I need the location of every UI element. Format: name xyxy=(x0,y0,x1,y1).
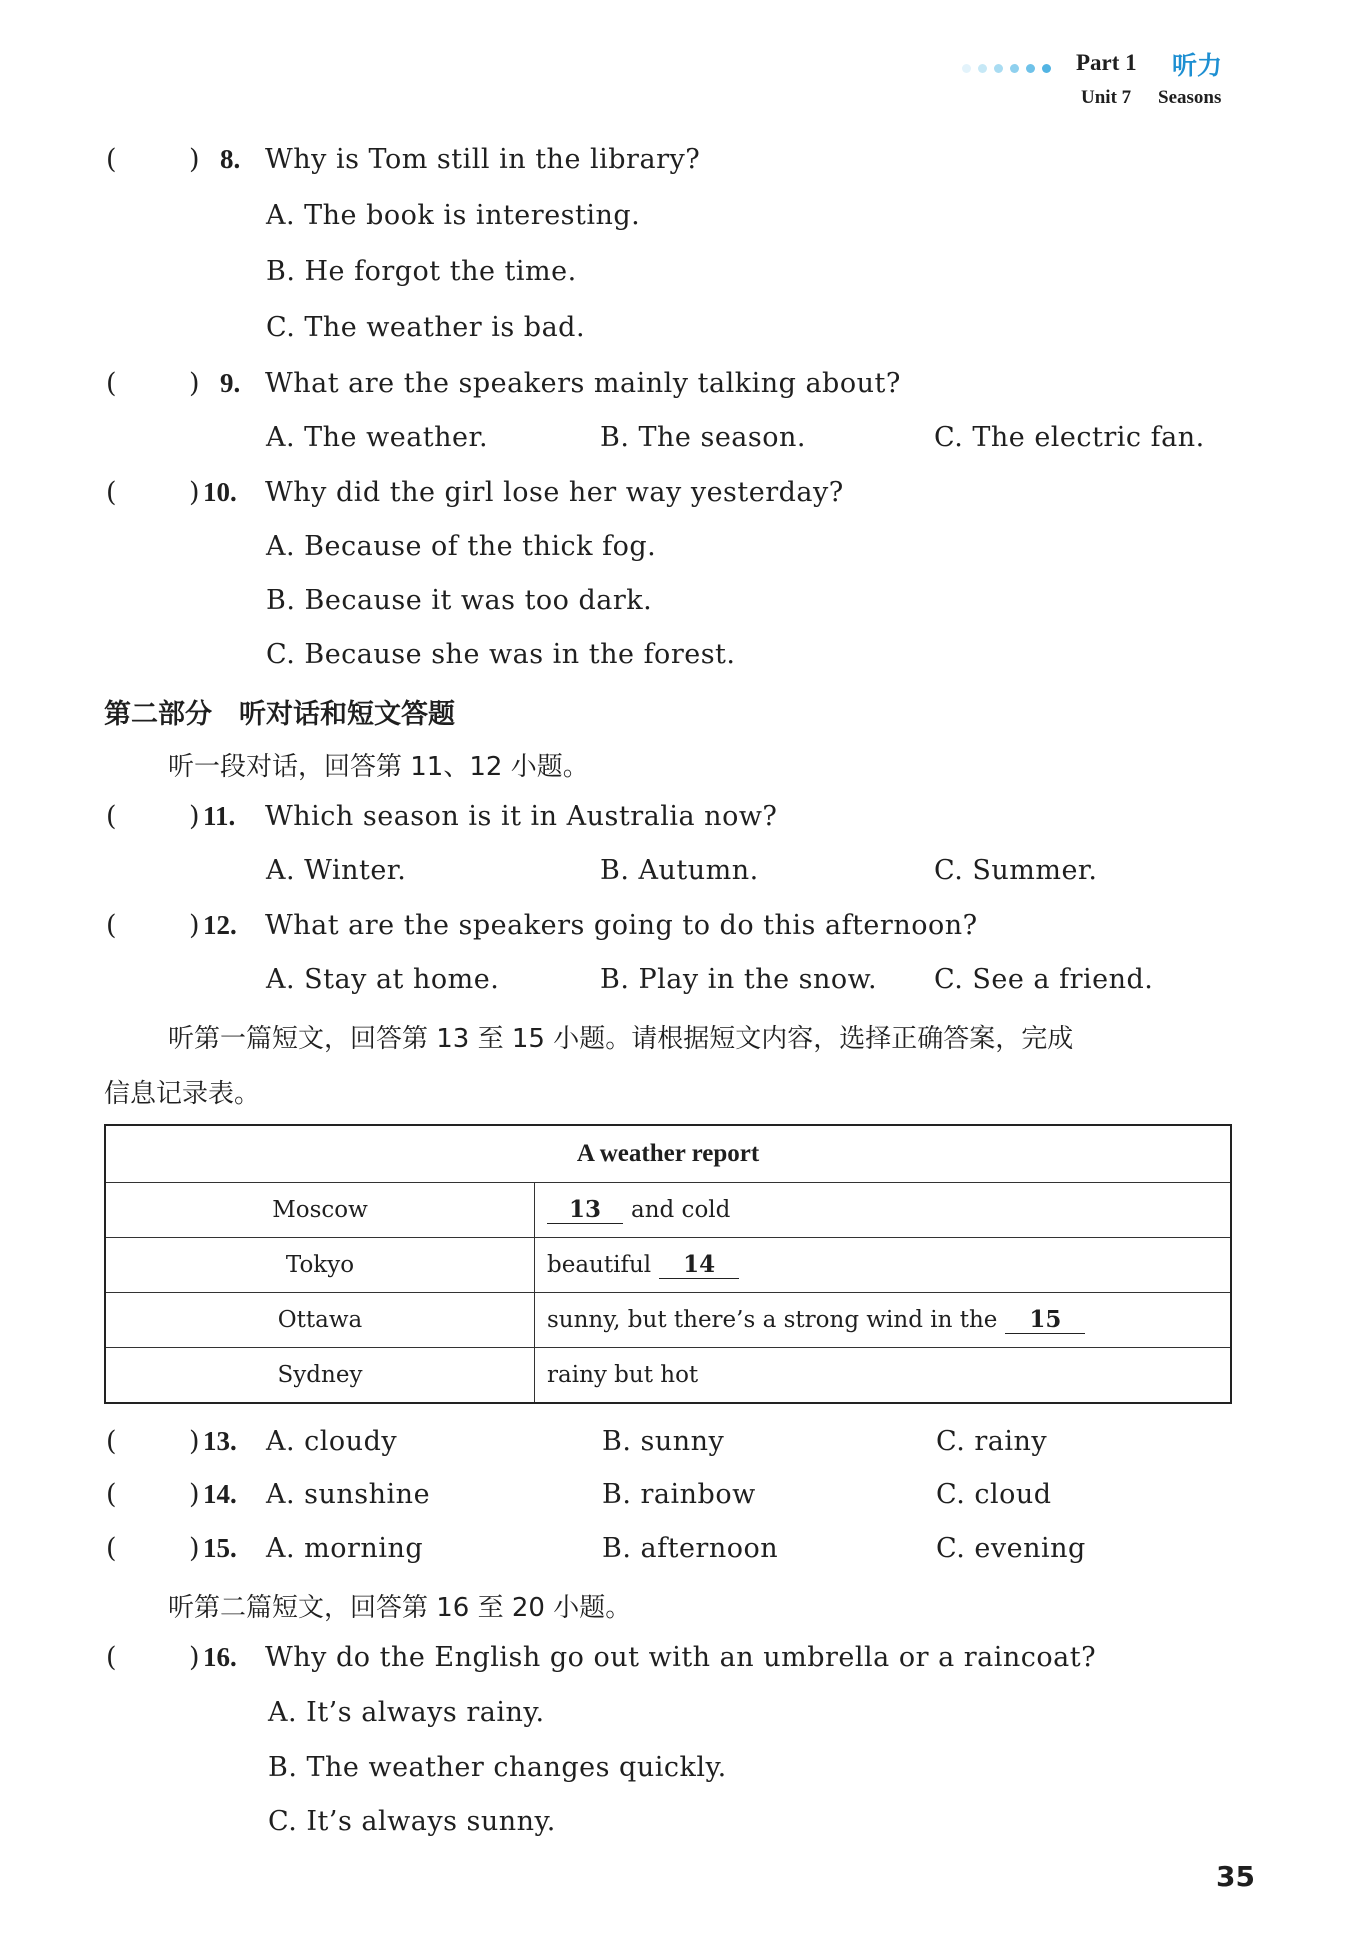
option-c: C. Because she was in the forest. xyxy=(266,639,736,670)
question-text: Why did the girl lose her way yesterday? xyxy=(265,477,844,508)
answer-paren-open[interactable]: ( xyxy=(106,910,117,941)
city-cell: Sydney xyxy=(105,1348,535,1404)
answer-paren-open[interactable]: ( xyxy=(106,801,117,832)
option-a: A. sunshine xyxy=(266,1479,431,1510)
question-number: 12. xyxy=(203,910,237,940)
table-row xyxy=(105,1238,1231,1293)
question-text: What are the speakers going to do this afternoon? xyxy=(265,910,978,941)
question-number: 16. xyxy=(203,1642,237,1672)
option-a: A. It’s always rainy. xyxy=(268,1697,545,1728)
option-a: A. cloudy xyxy=(266,1426,398,1457)
section-title: 第二部分 听对话和短文答题 xyxy=(104,699,455,730)
table-row xyxy=(105,1183,1231,1238)
answer-paren-open[interactable]: ( xyxy=(106,1642,117,1673)
dialog-instruction: 听一段对话，回答第 11、12 小题。 xyxy=(168,752,589,782)
decorative-dots xyxy=(962,58,1058,77)
answer-paren-open[interactable]: ( xyxy=(106,1479,117,1510)
answer-blank[interactable]: 13 xyxy=(547,1197,623,1224)
option-a: A. The weather. xyxy=(266,422,489,453)
answer-blank[interactable]: 14 xyxy=(659,1252,739,1279)
question-number: 15. xyxy=(203,1533,237,1563)
unit-title: Seasons xyxy=(1158,87,1222,108)
answer-paren-close: ) xyxy=(189,144,200,175)
weather-report-table xyxy=(104,1124,1232,1404)
option-c: C. The electric fan. xyxy=(934,422,1205,453)
option-a: A. Because of the thick fog. xyxy=(266,531,657,562)
answer-paren-close: ) xyxy=(189,477,200,508)
info-cell: rainy but hot xyxy=(535,1348,1232,1404)
table-row xyxy=(105,1348,1231,1404)
option-a: A. Stay at home. xyxy=(266,964,500,995)
answer-paren-open[interactable]: ( xyxy=(106,368,117,399)
option-c: C. cloud xyxy=(936,1479,1052,1510)
info-text: beautiful xyxy=(547,1251,652,1278)
option-b: B. The season. xyxy=(600,422,806,453)
option-c: C. evening xyxy=(936,1533,1086,1564)
option-b: B. Autumn. xyxy=(600,855,759,886)
question-text: Which season is it in Australia now? xyxy=(265,801,778,832)
option-b: B. afternoon xyxy=(602,1533,779,1564)
option-c: C. It’s always sunny. xyxy=(268,1806,556,1837)
question-text: Why do the English go out with an umbrella or a raincoat? xyxy=(265,1642,1097,1673)
question-number: 11. xyxy=(203,801,236,831)
info-cell xyxy=(535,1183,1232,1238)
option-b: B. Because it was too dark. xyxy=(266,585,653,616)
option-a: A. The book is interesting. xyxy=(266,200,641,231)
option-b: B. Play in the snow. xyxy=(600,964,878,995)
option-a: A. morning xyxy=(266,1533,424,1564)
answer-paren-close: ) xyxy=(189,1533,200,1564)
passage2-instruction: 听第二篇短文，回答第 16 至 20 小题。 xyxy=(168,1593,632,1623)
answer-paren-open[interactable]: ( xyxy=(106,1533,117,1564)
answer-paren-close: ) xyxy=(189,801,200,832)
option-a: A. Winter. xyxy=(266,855,407,886)
answer-paren-close: ) xyxy=(189,1426,200,1457)
answer-paren-close: ) xyxy=(189,910,200,941)
option-c: C. Summer. xyxy=(934,855,1098,886)
city-cell: Moscow xyxy=(105,1183,535,1238)
answer-paren-open[interactable]: ( xyxy=(106,1426,117,1457)
question-number: 13. xyxy=(203,1426,237,1456)
info-cell xyxy=(535,1293,1232,1348)
part-cn-label: 听力 xyxy=(1172,51,1223,80)
question-number: 10. xyxy=(203,477,237,507)
city-cell: Ottawa xyxy=(105,1293,535,1348)
question-text: Why is Tom still in the library? xyxy=(265,144,701,175)
city-cell: Tokyo xyxy=(105,1238,535,1293)
table-title: A weather report xyxy=(105,1125,1231,1183)
info-cell xyxy=(535,1238,1232,1293)
question-number: 8. xyxy=(220,144,241,174)
passage1-instruction-line2: 信息记录表。 xyxy=(104,1079,261,1109)
option-c: C. The weather is bad. xyxy=(266,312,586,343)
table-row xyxy=(105,1293,1231,1348)
option-b: B. rainbow xyxy=(602,1479,756,1510)
unit-label: Unit 7 xyxy=(1081,87,1132,108)
option-b: B. sunny xyxy=(602,1426,725,1457)
question-number: 14. xyxy=(203,1479,237,1509)
part-label: Part 1 xyxy=(1076,50,1137,75)
passage1-instruction-line1: 听第一篇短文，回答第 13 至 15 小题。请根据短文内容，选择正确答案，完成 xyxy=(168,1024,1074,1054)
option-c: C. See a friend. xyxy=(934,964,1154,995)
answer-paren-close: ) xyxy=(189,1479,200,1510)
option-c: C. rainy xyxy=(936,1426,1048,1457)
page-number: 35 xyxy=(1216,1860,1255,1893)
answer-paren-open[interactable]: ( xyxy=(106,477,117,508)
info-text: and cold xyxy=(631,1196,731,1223)
question-number: 9. xyxy=(220,368,241,398)
answer-paren-close: ) xyxy=(189,368,200,399)
question-text: What are the speakers mainly talking about? xyxy=(265,368,901,399)
option-b: B. He forgot the time. xyxy=(266,256,577,287)
answer-blank[interactable]: 15 xyxy=(1005,1307,1085,1334)
answer-paren-open[interactable]: ( xyxy=(106,144,117,175)
option-b: B. The weather changes quickly. xyxy=(268,1752,727,1783)
info-text: sunny, but there’s a strong wind in the xyxy=(547,1306,998,1333)
answer-paren-close: ) xyxy=(189,1642,200,1673)
